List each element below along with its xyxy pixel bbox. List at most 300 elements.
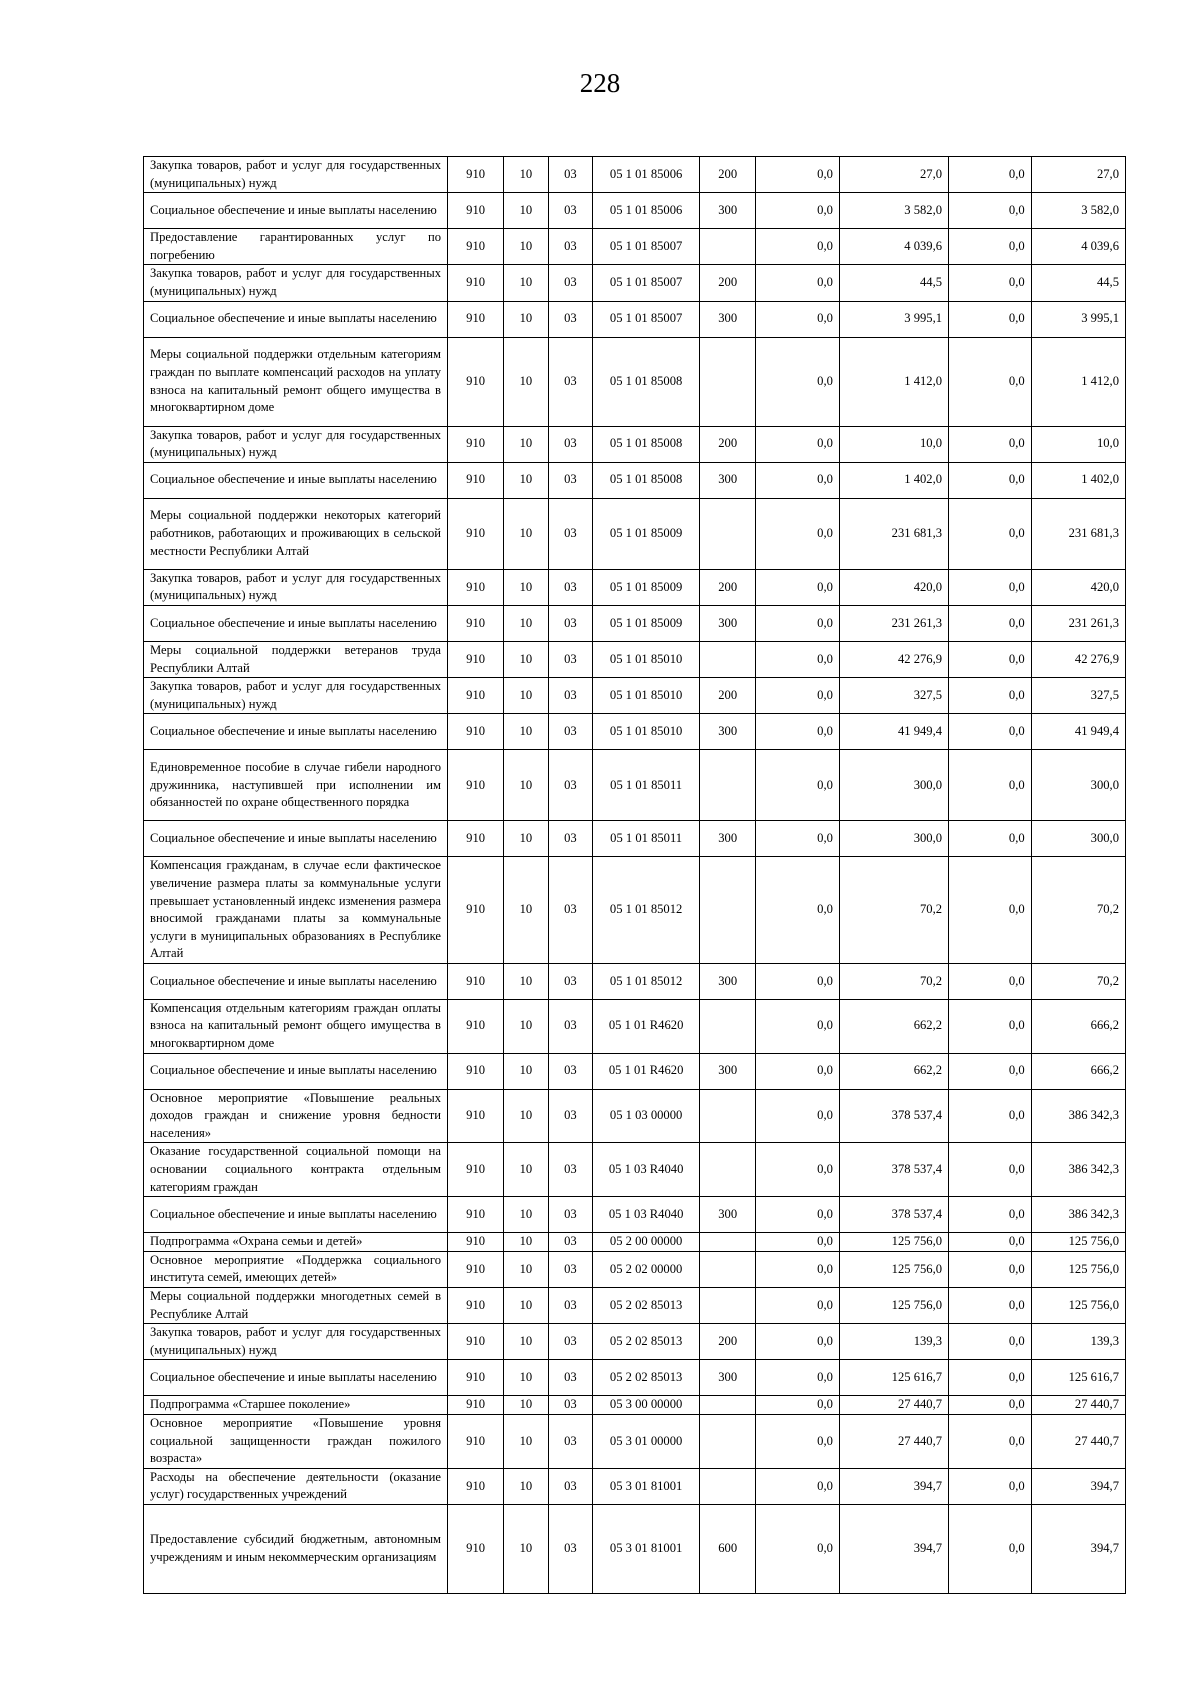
- expense-type-code: 300: [700, 462, 756, 498]
- expense-type-code: 200: [700, 678, 756, 714]
- target-article-code: 05 1 01 R4620: [593, 1053, 700, 1089]
- amount-col-1: 0,0: [756, 641, 840, 677]
- amount-col-1: 0,0: [756, 1197, 840, 1233]
- row-name: Компенсация гражданам, в случае если фактическое увеличение размера платы за коммунальные услуги превышает установленный индекс изменения размера вносимой гражданами платы за коммунальные услуги в муниципальных образованиях в Республике Алтай: [144, 857, 448, 964]
- subsection-code: 03: [548, 678, 592, 714]
- ministry-code: 910: [448, 1414, 504, 1468]
- row-name: Основное мероприятие «Поддержка социального института семей, имеющих детей»: [144, 1251, 448, 1287]
- table-row: [144, 426, 1126, 462]
- amount-col-1: 0,0: [756, 265, 840, 301]
- row-name: Меры социальной поддержки ветеранов труда Республики Алтай: [144, 641, 448, 677]
- amount-col-2: 420,0: [839, 569, 948, 605]
- section-code: 10: [504, 963, 548, 999]
- subsection-code: 03: [548, 1143, 592, 1197]
- amount-col-2: 231 681,3: [839, 498, 948, 569]
- amount-col-4: 27 440,7: [1031, 1414, 1125, 1468]
- table-row: [144, 1360, 1126, 1396]
- expense-type-code: 200: [700, 426, 756, 462]
- ministry-code: 910: [448, 193, 504, 229]
- expense-type-code: [700, 1143, 756, 1197]
- table-row: [144, 1468, 1126, 1504]
- amount-col-1: 0,0: [756, 1396, 840, 1415]
- amount-col-4: 139,3: [1031, 1324, 1125, 1360]
- subsection-code: 03: [548, 301, 592, 337]
- amount-col-2: 42 276,9: [839, 641, 948, 677]
- amount-col-3: 0,0: [949, 229, 1032, 265]
- subsection-code: 03: [548, 1288, 592, 1324]
- target-article-code: 05 2 02 85013: [593, 1324, 700, 1360]
- row-name: Закупка товаров, работ и услуг для государственных (муниципальных) нужд: [144, 678, 448, 714]
- table-row: [144, 1143, 1126, 1197]
- amount-col-4: 386 342,3: [1031, 1197, 1125, 1233]
- budget-table: [143, 156, 1126, 1594]
- subsection-code: 03: [548, 462, 592, 498]
- section-code: 10: [504, 1324, 548, 1360]
- amount-col-4: 231 681,3: [1031, 498, 1125, 569]
- ministry-code: 910: [448, 963, 504, 999]
- target-article-code: 05 1 01 85010: [593, 714, 700, 750]
- subsection-code: 03: [548, 498, 592, 569]
- row-name: Социальное обеспечение и иные выплаты населению: [144, 462, 448, 498]
- amount-col-2: 70,2: [839, 963, 948, 999]
- row-name: Расходы на обеспечение деятельности (оказание услуг) государственных учреждений: [144, 1468, 448, 1504]
- amount-col-4: 42 276,9: [1031, 641, 1125, 677]
- target-article-code: 05 2 02 00000: [593, 1251, 700, 1287]
- amount-col-2: 394,7: [839, 1468, 948, 1504]
- amount-col-4: 125 756,0: [1031, 1233, 1125, 1252]
- subsection-code: 03: [548, 605, 592, 641]
- amount-col-1: 0,0: [756, 1288, 840, 1324]
- expense-type-code: [700, 1396, 756, 1415]
- ministry-code: 910: [448, 750, 504, 821]
- section-code: 10: [504, 337, 548, 426]
- target-article-code: 05 1 01 85006: [593, 157, 700, 193]
- amount-col-3: 0,0: [949, 963, 1032, 999]
- table-row: [144, 462, 1126, 498]
- target-article-code: 05 3 01 00000: [593, 1414, 700, 1468]
- expense-type-code: [700, 498, 756, 569]
- subsection-code: 03: [548, 821, 592, 857]
- ministry-code: 910: [448, 498, 504, 569]
- amount-col-2: 3 582,0: [839, 193, 948, 229]
- table-row: [144, 1251, 1126, 1287]
- subsection-code: 03: [548, 1468, 592, 1504]
- amount-col-4: 3 995,1: [1031, 301, 1125, 337]
- target-article-code: 05 1 01 85012: [593, 857, 700, 964]
- table-row: [144, 1414, 1126, 1468]
- section-code: 10: [504, 1251, 548, 1287]
- amount-col-1: 0,0: [756, 498, 840, 569]
- amount-col-4: 3 582,0: [1031, 193, 1125, 229]
- target-article-code: 05 1 01 85008: [593, 426, 700, 462]
- table-row: [144, 963, 1126, 999]
- amount-col-2: 1 402,0: [839, 462, 948, 498]
- page-number: 228: [579, 68, 621, 98]
- amount-col-2: 378 537,4: [839, 1197, 948, 1233]
- amount-col-3: 0,0: [949, 193, 1032, 229]
- target-article-code: 05 1 01 85010: [593, 641, 700, 677]
- section-code: 10: [504, 1143, 548, 1197]
- section-code: 10: [504, 1468, 548, 1504]
- row-name: Оказание государственной социальной помощи на основании социального контракта отдельным категориям граждан: [144, 1143, 448, 1197]
- ministry-code: 910: [448, 999, 504, 1053]
- ministry-code: 910: [448, 1468, 504, 1504]
- amount-col-2: 27,0: [839, 157, 948, 193]
- ministry-code: 910: [448, 1360, 504, 1396]
- amount-col-3: 0,0: [949, 1143, 1032, 1197]
- row-name: Предоставление субсидий бюджетным, автономным учреждениям и иным некоммерческим организациям: [144, 1504, 448, 1593]
- amount-col-4: 70,2: [1031, 963, 1125, 999]
- ministry-code: 910: [448, 641, 504, 677]
- ministry-code: 910: [448, 157, 504, 193]
- target-article-code: 05 1 01 85008: [593, 462, 700, 498]
- expense-type-code: 300: [700, 714, 756, 750]
- amount-col-2: 27 440,7: [839, 1414, 948, 1468]
- amount-col-1: 0,0: [756, 857, 840, 964]
- row-name: Социальное обеспечение и иные выплаты населению: [144, 821, 448, 857]
- row-name: Меры социальной поддержки некоторых категорий работников, работающих и проживающих в сельской местности Республики Алтай: [144, 498, 448, 569]
- amount-col-1: 0,0: [756, 1233, 840, 1252]
- section-code: 10: [504, 1360, 548, 1396]
- amount-col-4: 125 616,7: [1031, 1360, 1125, 1396]
- expense-type-code: 200: [700, 569, 756, 605]
- target-article-code: 05 1 01 R4620: [593, 999, 700, 1053]
- table-row: [144, 750, 1126, 821]
- amount-col-1: 0,0: [756, 229, 840, 265]
- target-article-code: 05 1 01 85009: [593, 605, 700, 641]
- amount-col-3: 0,0: [949, 821, 1032, 857]
- table-row: [144, 857, 1126, 964]
- subsection-code: 03: [548, 157, 592, 193]
- section-code: 10: [504, 462, 548, 498]
- section-code: 10: [504, 1233, 548, 1252]
- amount-col-2: 378 537,4: [839, 1143, 948, 1197]
- amount-col-2: 231 261,3: [839, 605, 948, 641]
- row-name: Меры социальной поддержки отдельным категориям граждан по выплате компенсаций расходов на уплату взноса на капитальный ремонт общего имущества в многоквартирном доме: [144, 337, 448, 426]
- amount-col-3: 0,0: [949, 498, 1032, 569]
- table-row: [144, 641, 1126, 677]
- amount-col-1: 0,0: [756, 193, 840, 229]
- amount-col-1: 0,0: [756, 426, 840, 462]
- section-code: 10: [504, 1504, 548, 1593]
- expense-type-code: 300: [700, 193, 756, 229]
- section-code: 10: [504, 569, 548, 605]
- row-name: Компенсация отдельным категориям граждан оплаты взноса на капитальный ремонт общего имущества в многоквартирном доме: [144, 999, 448, 1053]
- amount-col-2: 4 039,6: [839, 229, 948, 265]
- subsection-code: 03: [548, 193, 592, 229]
- expense-type-code: [700, 337, 756, 426]
- amount-col-2: 10,0: [839, 426, 948, 462]
- subsection-code: 03: [548, 963, 592, 999]
- row-name: Социальное обеспечение и иные выплаты населению: [144, 1197, 448, 1233]
- amount-col-2: 139,3: [839, 1324, 948, 1360]
- amount-col-1: 0,0: [756, 1414, 840, 1468]
- subsection-code: 03: [548, 1233, 592, 1252]
- amount-col-1: 0,0: [756, 1089, 840, 1143]
- amount-col-1: 0,0: [756, 301, 840, 337]
- expense-type-code: [700, 1468, 756, 1504]
- target-article-code: 05 3 00 00000: [593, 1396, 700, 1415]
- amount-col-1: 0,0: [756, 157, 840, 193]
- expense-type-code: 200: [700, 1324, 756, 1360]
- amount-col-2: 300,0: [839, 750, 948, 821]
- target-article-code: 05 1 01 85009: [593, 498, 700, 569]
- expense-type-code: [700, 1233, 756, 1252]
- table-row: [144, 1197, 1126, 1233]
- table-row: [144, 1324, 1126, 1360]
- target-article-code: 05 1 01 85012: [593, 963, 700, 999]
- target-article-code: 05 1 01 85011: [593, 750, 700, 821]
- subsection-code: 03: [548, 337, 592, 426]
- ministry-code: 910: [448, 1288, 504, 1324]
- amount-col-4: 27 440,7: [1031, 1396, 1125, 1415]
- ministry-code: 910: [448, 426, 504, 462]
- amount-col-4: 125 756,0: [1031, 1251, 1125, 1287]
- target-article-code: 05 1 01 85007: [593, 301, 700, 337]
- row-name: Закупка товаров, работ и услуг для государственных (муниципальных) нужд: [144, 1324, 448, 1360]
- amount-col-2: 27 440,7: [839, 1396, 948, 1415]
- amount-col-3: 0,0: [949, 337, 1032, 426]
- target-article-code: 05 1 01 85010: [593, 678, 700, 714]
- subsection-code: 03: [548, 1053, 592, 1089]
- amount-col-3: 0,0: [949, 1288, 1032, 1324]
- expense-type-code: 300: [700, 821, 756, 857]
- table-row: [144, 301, 1126, 337]
- amount-col-4: 41 949,4: [1031, 714, 1125, 750]
- ministry-code: 910: [448, 1396, 504, 1415]
- amount-col-2: 662,2: [839, 1053, 948, 1089]
- row-name: Единовременное пособие в случае гибели народного дружинника, наступившей при исполнении им обязанностей по охране общественного порядка: [144, 750, 448, 821]
- amount-col-1: 0,0: [756, 1251, 840, 1287]
- amount-col-1: 0,0: [756, 569, 840, 605]
- table-row: [144, 821, 1126, 857]
- amount-col-4: 300,0: [1031, 821, 1125, 857]
- table-row: [144, 337, 1126, 426]
- amount-col-3: 0,0: [949, 678, 1032, 714]
- ministry-code: 910: [448, 462, 504, 498]
- subsection-code: 03: [548, 1504, 592, 1593]
- budget-table-body: [144, 157, 1126, 1594]
- amount-col-1: 0,0: [756, 1504, 840, 1593]
- amount-col-2: 327,5: [839, 678, 948, 714]
- section-code: 10: [504, 157, 548, 193]
- section-code: 10: [504, 857, 548, 964]
- amount-col-1: 0,0: [756, 963, 840, 999]
- subsection-code: 03: [548, 1360, 592, 1396]
- amount-col-3: 0,0: [949, 1053, 1032, 1089]
- row-name: Основное мероприятие «Повышение реальных доходов граждан и снижение уровня бедности населения»: [144, 1089, 448, 1143]
- target-article-code: 05 1 01 85007: [593, 265, 700, 301]
- target-article-code: 05 2 02 85013: [593, 1360, 700, 1396]
- amount-col-3: 0,0: [949, 714, 1032, 750]
- target-article-code: 05 1 01 85011: [593, 821, 700, 857]
- row-name: Подпрограмма «Старшее поколение»: [144, 1396, 448, 1415]
- section-code: 10: [504, 498, 548, 569]
- target-article-code: 05 1 03 00000: [593, 1089, 700, 1143]
- amount-col-3: 0,0: [949, 1324, 1032, 1360]
- amount-col-1: 0,0: [756, 678, 840, 714]
- table-row: [144, 229, 1126, 265]
- amount-col-4: 394,7: [1031, 1504, 1125, 1593]
- amount-col-3: 0,0: [949, 1233, 1032, 1252]
- section-code: 10: [504, 641, 548, 677]
- row-name: Закупка товаров, работ и услуг для государственных (муниципальных) нужд: [144, 569, 448, 605]
- expense-type-code: 300: [700, 1197, 756, 1233]
- section-code: 10: [504, 1089, 548, 1143]
- amount-col-2: 300,0: [839, 821, 948, 857]
- amount-col-3: 0,0: [949, 301, 1032, 337]
- table-row: [144, 193, 1126, 229]
- amount-col-4: 386 342,3: [1031, 1143, 1125, 1197]
- amount-col-4: 44,5: [1031, 265, 1125, 301]
- row-name: Социальное обеспечение и иные выплаты населению: [144, 714, 448, 750]
- ministry-code: 910: [448, 1233, 504, 1252]
- expense-type-code: [700, 750, 756, 821]
- target-article-code: 05 1 03 R4040: [593, 1143, 700, 1197]
- amount-col-1: 0,0: [756, 337, 840, 426]
- ministry-code: 910: [448, 714, 504, 750]
- expense-type-code: 200: [700, 157, 756, 193]
- amount-col-2: 125 756,0: [839, 1233, 948, 1252]
- amount-col-3: 0,0: [949, 1468, 1032, 1504]
- section-code: 10: [504, 605, 548, 641]
- amount-col-2: 378 537,4: [839, 1089, 948, 1143]
- expense-type-code: 300: [700, 1360, 756, 1396]
- ministry-code: 910: [448, 1197, 504, 1233]
- expense-type-code: [700, 1414, 756, 1468]
- amount-col-4: 231 261,3: [1031, 605, 1125, 641]
- ministry-code: 910: [448, 1324, 504, 1360]
- target-article-code: 05 2 00 00000: [593, 1233, 700, 1252]
- amount-col-4: 10,0: [1031, 426, 1125, 462]
- row-name: Социальное обеспечение и иные выплаты населению: [144, 301, 448, 337]
- target-article-code: 05 1 01 85007: [593, 229, 700, 265]
- section-code: 10: [504, 193, 548, 229]
- amount-col-4: 394,7: [1031, 1468, 1125, 1504]
- table-row: [144, 1396, 1126, 1415]
- table-row: [144, 1504, 1126, 1593]
- amount-col-3: 0,0: [949, 265, 1032, 301]
- amount-col-4: 666,2: [1031, 1053, 1125, 1089]
- amount-col-1: 0,0: [756, 1324, 840, 1360]
- amount-col-2: 1 412,0: [839, 337, 948, 426]
- row-name: Социальное обеспечение и иные выплаты населению: [144, 963, 448, 999]
- amount-col-3: 0,0: [949, 999, 1032, 1053]
- amount-col-3: 0,0: [949, 1414, 1032, 1468]
- expense-type-code: 300: [700, 963, 756, 999]
- ministry-code: 910: [448, 1251, 504, 1287]
- amount-col-2: 394,7: [839, 1504, 948, 1593]
- amount-col-2: 125 756,0: [839, 1288, 948, 1324]
- subsection-code: 03: [548, 1414, 592, 1468]
- amount-col-1: 0,0: [756, 750, 840, 821]
- row-name: Закупка товаров, работ и услуг для государственных (муниципальных) нужд: [144, 157, 448, 193]
- amount-col-2: 41 949,4: [839, 714, 948, 750]
- section-code: 10: [504, 229, 548, 265]
- section-code: 10: [504, 1414, 548, 1468]
- amount-col-4: 300,0: [1031, 750, 1125, 821]
- amount-col-4: 1 402,0: [1031, 462, 1125, 498]
- table-row: [144, 678, 1126, 714]
- amount-col-1: 0,0: [756, 462, 840, 498]
- row-name: Основное мероприятие «Повышение уровня социальной защищенности граждан пожилого возраста»: [144, 1414, 448, 1468]
- ministry-code: 910: [448, 301, 504, 337]
- subsection-code: 03: [548, 229, 592, 265]
- amount-col-3: 0,0: [949, 857, 1032, 964]
- ministry-code: 910: [448, 1143, 504, 1197]
- amount-col-4: 420,0: [1031, 569, 1125, 605]
- amount-col-3: 0,0: [949, 605, 1032, 641]
- subsection-code: 03: [548, 999, 592, 1053]
- ministry-code: 910: [448, 678, 504, 714]
- ministry-code: 910: [448, 821, 504, 857]
- amount-col-3: 0,0: [949, 569, 1032, 605]
- subsection-code: 03: [548, 1197, 592, 1233]
- table-row: [144, 1053, 1126, 1089]
- amount-col-3: 0,0: [949, 1504, 1032, 1593]
- target-article-code: 05 1 01 85006: [593, 193, 700, 229]
- amount-col-3: 0,0: [949, 1396, 1032, 1415]
- section-code: 10: [504, 1053, 548, 1089]
- expense-type-code: [700, 641, 756, 677]
- amount-col-4: 386 342,3: [1031, 1089, 1125, 1143]
- row-name: Социальное обеспечение и иные выплаты населению: [144, 1053, 448, 1089]
- amount-col-1: 0,0: [756, 1468, 840, 1504]
- amount-col-3: 0,0: [949, 1360, 1032, 1396]
- table-row: [144, 265, 1126, 301]
- amount-col-2: 70,2: [839, 857, 948, 964]
- section-code: 10: [504, 750, 548, 821]
- amount-col-1: 0,0: [756, 999, 840, 1053]
- section-code: 10: [504, 821, 548, 857]
- table-row: [144, 605, 1126, 641]
- table-row: [144, 1288, 1126, 1324]
- amount-col-2: 3 995,1: [839, 301, 948, 337]
- section-code: 10: [504, 999, 548, 1053]
- amount-col-4: 666,2: [1031, 999, 1125, 1053]
- amount-col-3: 0,0: [949, 750, 1032, 821]
- amount-col-3: 0,0: [949, 1251, 1032, 1287]
- section-code: 10: [504, 426, 548, 462]
- table-row: [144, 999, 1126, 1053]
- expense-type-code: 300: [700, 1053, 756, 1089]
- amount-col-1: 0,0: [756, 1143, 840, 1197]
- table-row: [144, 714, 1126, 750]
- section-code: 10: [504, 1197, 548, 1233]
- amount-col-3: 0,0: [949, 426, 1032, 462]
- table-row: [144, 1089, 1126, 1143]
- amount-col-4: 327,5: [1031, 678, 1125, 714]
- subsection-code: 03: [548, 1251, 592, 1287]
- target-article-code: 05 1 03 R4040: [593, 1197, 700, 1233]
- ministry-code: 910: [448, 265, 504, 301]
- amount-col-2: 44,5: [839, 265, 948, 301]
- subsection-code: 03: [548, 1089, 592, 1143]
- target-article-code: 05 1 01 85009: [593, 569, 700, 605]
- amount-col-4: 125 756,0: [1031, 1288, 1125, 1324]
- amount-col-4: 4 039,6: [1031, 229, 1125, 265]
- expense-type-code: [700, 999, 756, 1053]
- amount-col-1: 0,0: [756, 605, 840, 641]
- ministry-code: 910: [448, 229, 504, 265]
- table-row: [144, 498, 1126, 569]
- row-name: Социальное обеспечение и иные выплаты населению: [144, 193, 448, 229]
- row-name: Социальное обеспечение и иные выплаты населению: [144, 1360, 448, 1396]
- ministry-code: 910: [448, 1504, 504, 1593]
- section-code: 10: [504, 714, 548, 750]
- subsection-code: 03: [548, 857, 592, 964]
- expense-type-code: [700, 857, 756, 964]
